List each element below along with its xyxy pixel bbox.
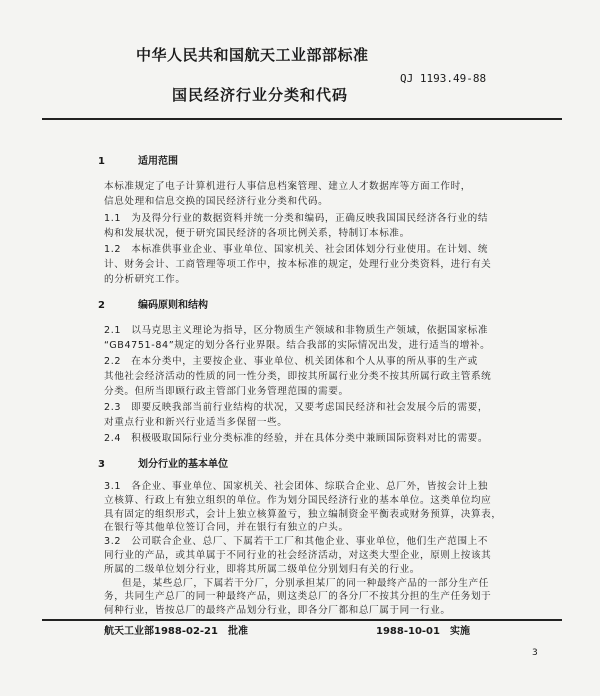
organization-header: 中华人民共和国航天工业部部标准 <box>136 46 369 64</box>
section-heading-3 <box>98 455 228 470</box>
section-number: 2 <box>98 300 105 311</box>
section-3-line: 3.2 公司联合企业、总厂、下属若干工厂和其他企业、事业单位，他们生产范围上不 <box>104 536 489 548</box>
document-title: 国民经济行业分类和代码 <box>172 86 349 104</box>
section-3-line: 具有固定的组织形式，会计上独立核算盈亏，独立编制资金平衡表或财务预算，决算表， <box>104 508 502 520</box>
section-number: 3 <box>98 459 105 470</box>
section-3-line: 同行业的产品，或其单属于不同行业的社会经济活动，对这类大型企业，原则上按该其 <box>104 550 492 561</box>
section-1-line: 本标准规定了电子计算机进行人事信息档案管理、建立人才数据库等方面工作时， <box>104 181 471 192</box>
section-heading-1 <box>98 152 178 167</box>
section-2-line: “GB4751-84”规定的划分各行业界限。结合我部的实际情况出发，进行适当的增补。 <box>104 340 491 351</box>
footer-rule <box>42 619 562 621</box>
issue-date: 航天工业部1988-02-21 批准 <box>104 626 248 637</box>
section-2-line: 2.3 即要反映我部当前行业结构的状况，又要考虑国民经济和社会发展今后的需要， <box>104 402 489 413</box>
section-1-line: 构和发展状况，便于研究国民经济的各项比例关系，特制订本标准。 <box>104 228 410 239</box>
section-2-line: 2.1 以马克思主义理论为指导，区分物质生产领域和非物质生产领域，依据国家标准 <box>104 325 489 336</box>
section-3-line: 所属的二级单位划分行业，即将其所属二级单位分别划归有关的行业。 <box>104 563 421 575</box>
section-3-line: 务，共同生产总厂的同一种最终产品，则这类总厂的各分厂不按其分担的生产任务划于 <box>104 591 492 603</box>
header-rule <box>42 118 562 120</box>
section-2-line: 其他社会经济活动的性质的同一性分类，即按其所属行业分类不按其所属行政主管系统 <box>104 371 492 382</box>
section-1-line: 计、财务会计、工商管理等项工作中，按本标准的规定，处理行业分类资料，进行有关 <box>104 259 492 270</box>
effective-date: 1988-10-01 实施 <box>376 626 470 637</box>
page-number: 3 <box>532 648 538 658</box>
section-2-line: 分类。但所当即顾行政主管部门业务管理范围的需要。 <box>104 386 349 397</box>
section-3-line: 立核算、行政上有独立组织的单位。作为划分国民经济行业的基本单位。这类单位均应 <box>104 494 492 506</box>
section-number: 1 <box>98 156 105 167</box>
section-1-line: 1.2 本标准供事业企业、事业单位、国家机关、社会团体划分行业使用。在计划、统 <box>104 244 489 255</box>
section-heading-2 <box>98 296 208 311</box>
section-3-line: 在银行等其他单位签订合同，并在银行有独立的户头。 <box>104 522 349 534</box>
section-1-line: 1.1 为及得分行业的数据资料并统一分类和编码，正确反映我国国民经济各行业的结 <box>104 213 489 224</box>
section-title: 编码原则和结构 <box>138 300 208 311</box>
section-title: 划分行业的基本单位 <box>138 459 228 470</box>
section-title: 适用范围 <box>138 156 178 167</box>
section-3-line: 3.1 各企业、事业单位、国家机关、社会团体、综联合企业、总厂外，皆按会计上独 <box>104 481 489 492</box>
section-2-line: 2.2 在本分类中，主要按企业、事业单位、机关团体和个人从事的所从事的生产或 <box>104 356 478 367</box>
section-2-line: 对重点行业和新兴行业适当多保留一些。 <box>104 417 288 428</box>
section-3-line: 何种行业，皆按总厂的最终产品划分行业，即各分厂都和总厂属于同一行业。 <box>104 605 451 617</box>
standard-number: QJ 1193.49-88 <box>400 72 487 85</box>
section-1-line: 信息处理和信息交换的国民经济行业分类和代码。 <box>104 196 329 207</box>
section-3-line: 但是，某些总厂，下属若干分厂，分别承担某厂的同一种最终产品的一部分生产任 <box>122 577 489 589</box>
section-1-line: 的分析研究工作。 <box>104 274 186 285</box>
section-2-line: 2.4 积极吸取国际行业分类标准的经验，并在具体分类中兼顾国际资料对比的需要。 <box>104 433 489 444</box>
